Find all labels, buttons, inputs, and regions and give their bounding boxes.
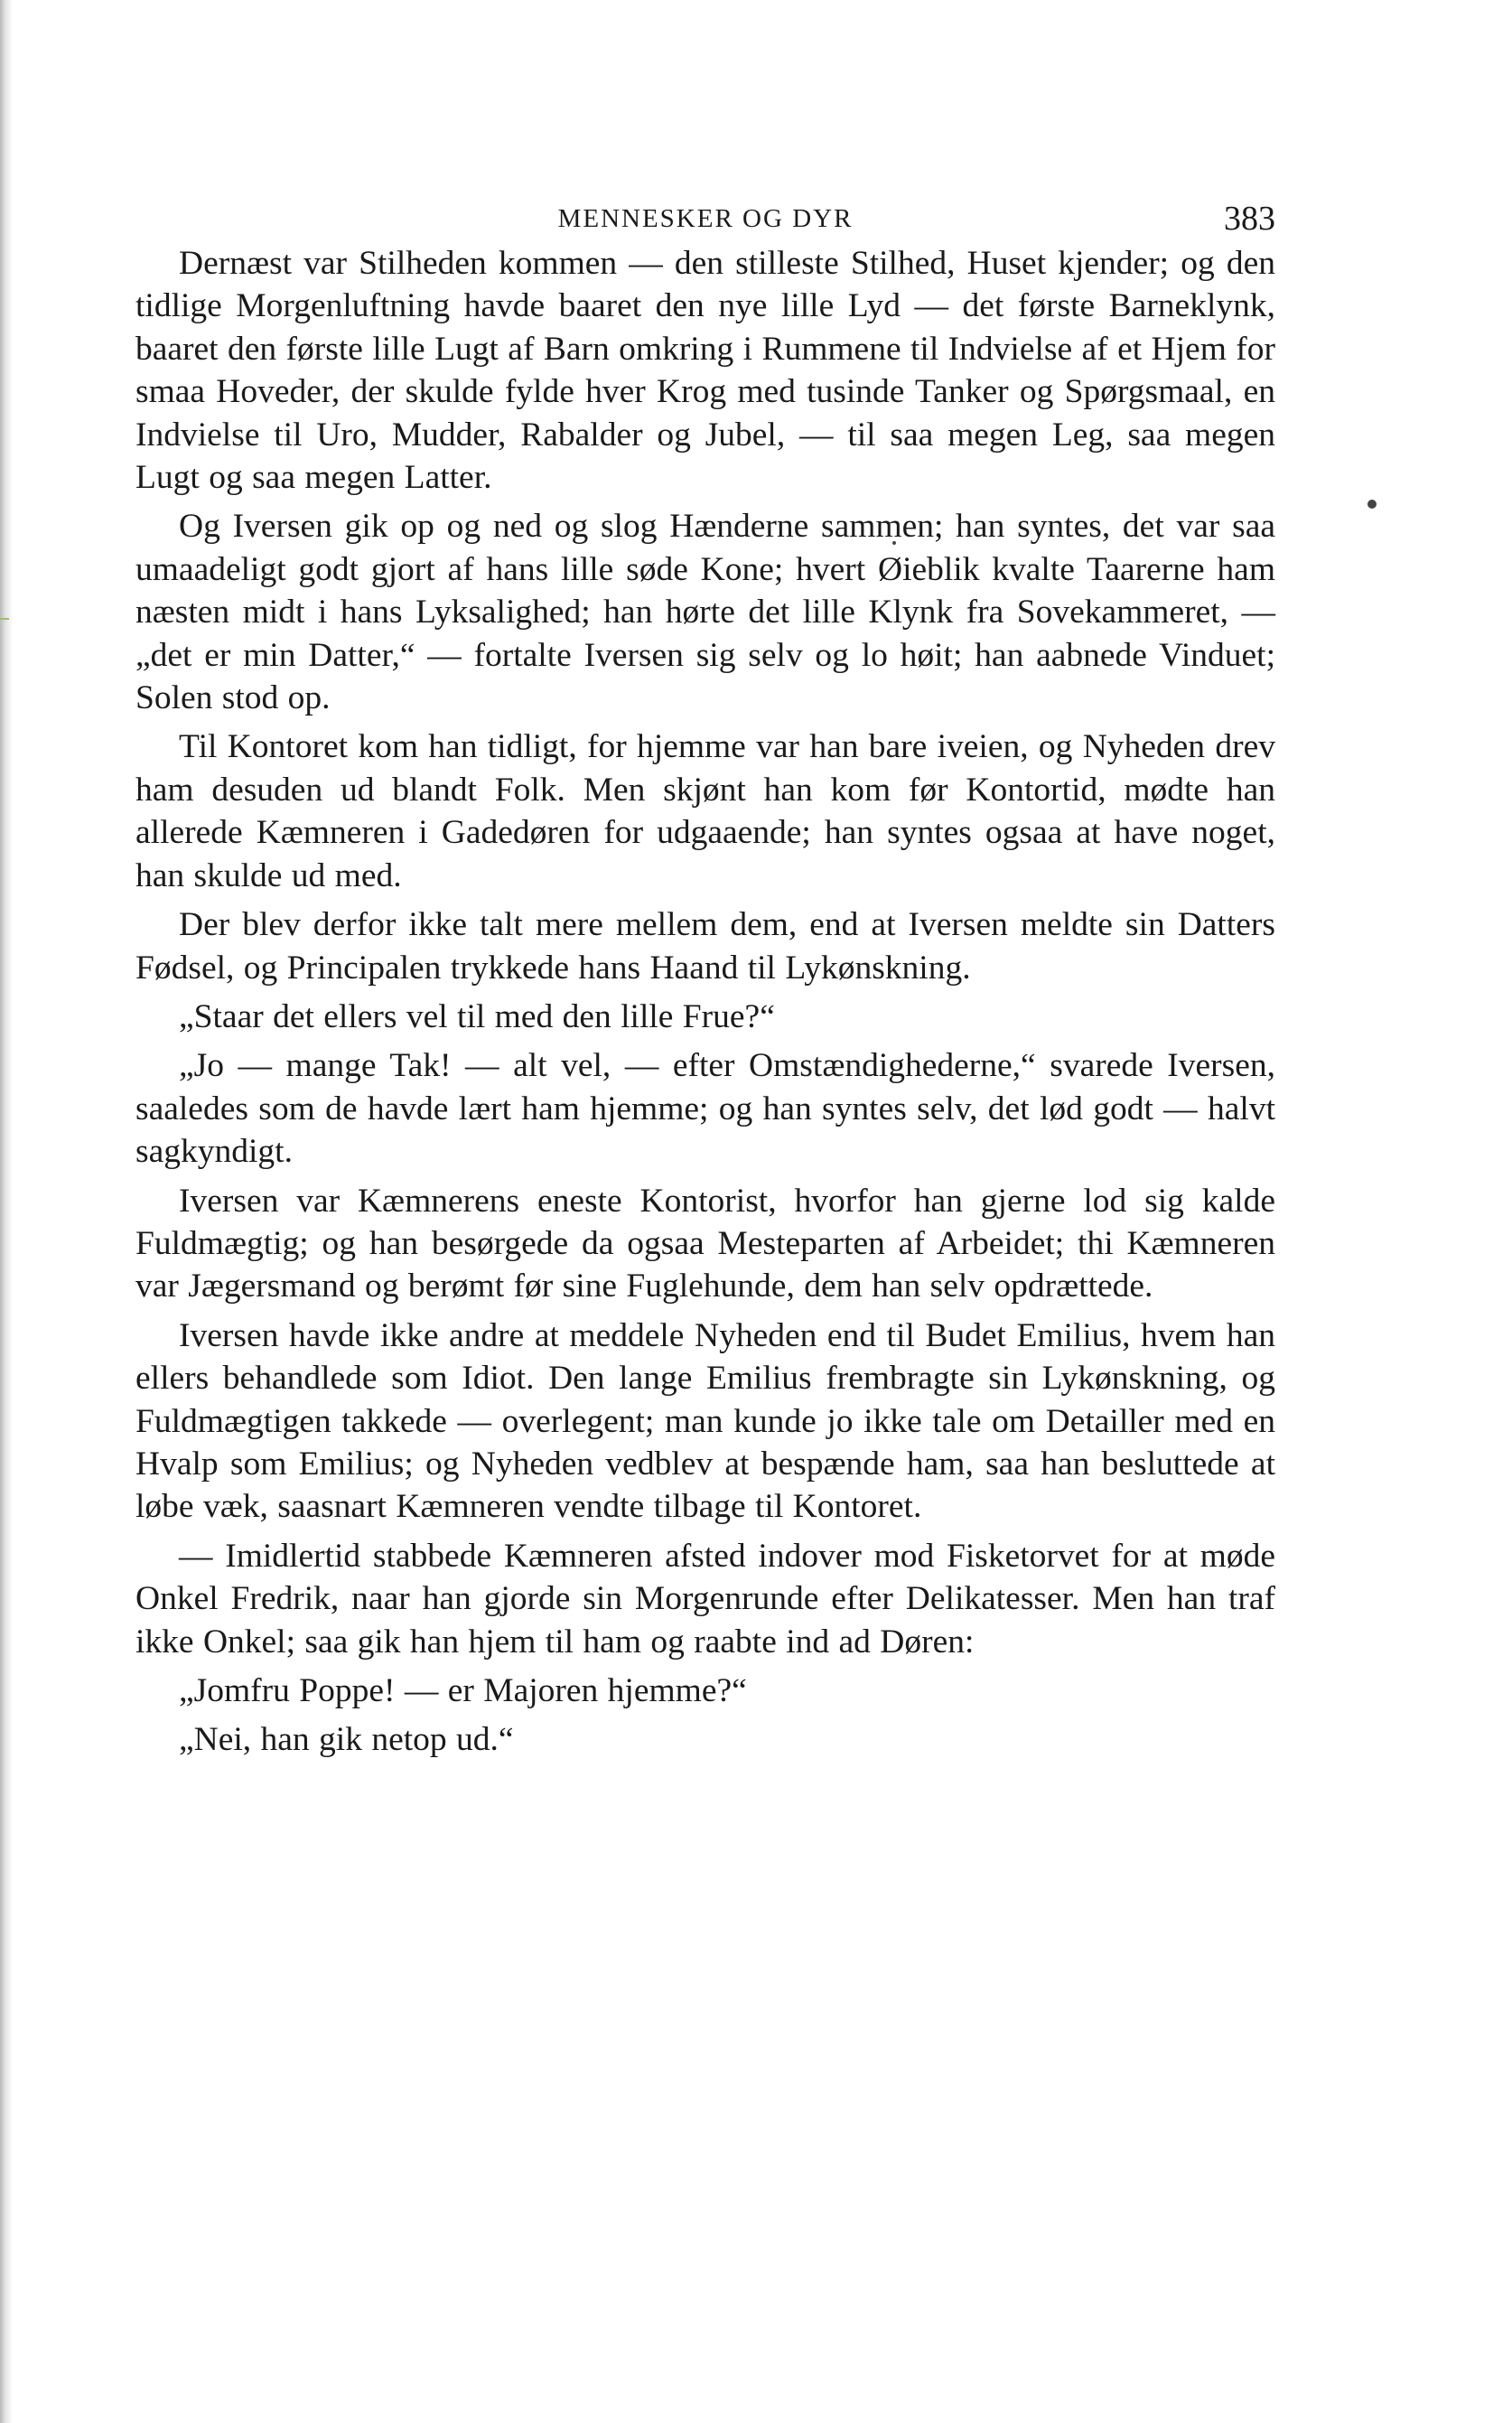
paragraph: — Imidlertid stabbede Kæmneren afsted indover mod Fisketorvet for at møde Onkel Fredrik, naar han gjorde sin Morgenrunde efter Delikatesser. Men han traf ikke Onkel; saa gik han hjem til ham og raabte ind ad Døren:	[135, 1537, 1275, 1661]
running-title: MENNESKER OG DYR	[557, 204, 854, 233]
page-number: 383	[1224, 200, 1275, 238]
book-page	[135, 199, 1275, 1768]
body-text	[135, 242, 1275, 1762]
dialogue-line: „Nei, han gik netop ud.“	[179, 1721, 514, 1759]
dialogue-line: „Staar det ellers vel til med den lille Frue?“	[179, 997, 775, 1035]
page-edge-shadow	[0, 0, 13, 2423]
paragraph: Der blev derfor ikke talt mere mellem dem, end at Iversen meldte sin Datters Fødsel, og Principalen trykkede hans Haand til Lykønskning.	[135, 906, 1275, 987]
paragraph: Dernæst var Stilheden kommen — den stilleste Stilhed, Huset kjender; og den tidlige Morgenluftning havde baaret den nye lille Lyd — det første Barneklynk, baaret den første lille Lugt af Barn omkring i Rummene til Indvielse af et Hjem for smaa Hoveder, der skulde fylde hver Krog med tusinde Tanker og Spørgsmaal, en Indvielse til Uro, Mudder, Rabalder og Jubel, — til saa megen Leg, saa megen Lugt og saa megen Latter.	[135, 245, 1275, 497]
running-head	[135, 199, 1275, 242]
paragraph: Iversen havde ikke andre at meddele Nyheden end til Budet Emilius, hvem han ellers behandlede som Idiot. Den lange Emilius frembragte sin Lykønskning, og Fuldmægtigen takkede — overlegent; man kunde jo ikke tale om Detailler med en Hvalp som Emilius; og Nyheden vedblev at bespænde ham, saa han besluttede at løbe væk, saasnart Kæmneren vendte tilbage til Kontoret.	[135, 1316, 1275, 1526]
paragraph: Til Kontoret kom han tidligt, for hjemme var han bare iveien, og Nyheden drev ham desuden ud blandt Folk. Men skjønt han kom før Kontortid, mødte han allerede Kæmneren i Gadedøren for udgaaende; han syntes ogsaa at have noget, han skulde ud med.	[135, 728, 1275, 894]
dialogue-line: „Jomfru Poppe! — er Majoren hjemme?“	[179, 1672, 747, 1709]
paragraph: Iversen var Kæmnerens eneste Kontorist, hvorfor han gjerne lod sig kalde Fuldmægtig; og han besørgede da ogsaa Mesteparten af Arbeidet; thi Kæmneren var Jægersmand og berømt før sine Fuglehunde, dem han selv opdrættede.	[135, 1182, 1275, 1305]
print-speck	[1367, 500, 1377, 509]
paragraph: Og Iversen gik op og ned og slog Hænderne sammen; han syntes, det var saa umaadeligt godt gjort af hans lille søde Kone; hvert Øieblik kvalte Taarerne ham næsten midt i hans Lyksalighed; han hørte det lille Klynk fra Sovekammeret, — „det er min Datter,“ — fortalte Iversen sig selv og lo høit; han aabnede Vinduet; Solen stod op.	[135, 508, 1275, 717]
paragraph: „Jo — mange Tak! — alt vel, — efter Omstændighederne,“ svarede Iversen, saaledes som de havde lært ham hjemme; og han syntes selv, det lød godt — halvt sagkyndigt.	[135, 1047, 1275, 1171]
margin-mark	[0, 618, 9, 620]
